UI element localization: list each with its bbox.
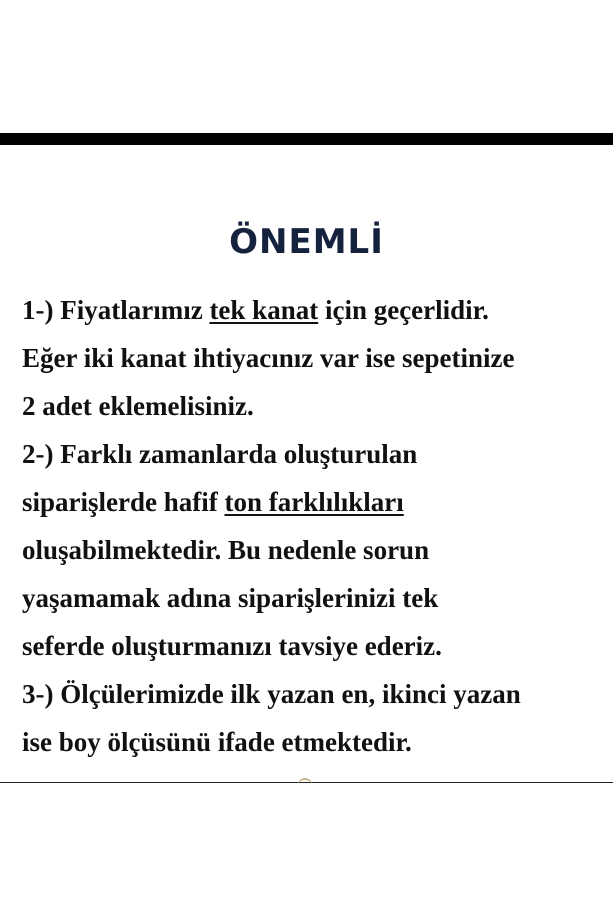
decorative-arc-icon (298, 778, 312, 786)
notice-line-1 (22, 286, 607, 334)
notice-line-10: ise boy ölçüsünü ifade etmektedir. (22, 727, 412, 757)
notice-line-7: yaşamamak adına siparişlerinizi tek (22, 583, 439, 613)
notice-line-5-text: siparişlerde hafif (22, 487, 225, 517)
notice-emphasis-tek-kanat: tek kanat (209, 295, 319, 325)
notice-line-1-after: için geçerlidir. (318, 295, 489, 325)
notice-line-9: 3-) Ölçülerimizde ilk yazan en, ikinci yazan (22, 679, 521, 709)
notice-line-1-text: 1-) Fiyatlarımız (22, 295, 210, 325)
notice-line-5 (22, 478, 607, 526)
top-divider-bar (0, 133, 613, 145)
notice-line-4: 2-) Farklı zamanlarda oluşturulan (22, 439, 418, 469)
notice-line-8: seferde oluşturmanızı tavsiye ederiz. (22, 631, 442, 661)
notice-emphasis-ton-farkliliklari: ton farklılıkları (224, 487, 404, 517)
notice-body (22, 286, 607, 766)
notice-line-6: oluşabilmektedir. Bu nedenle sorun (22, 535, 430, 565)
notice-line-3: 2 adet eklemelisiniz. (22, 391, 254, 421)
notice-line-2: Eğer iki kanat ihtiyacınız var ise sepetinize (22, 343, 515, 373)
notice-title: ÖNEMLİ (229, 222, 384, 262)
